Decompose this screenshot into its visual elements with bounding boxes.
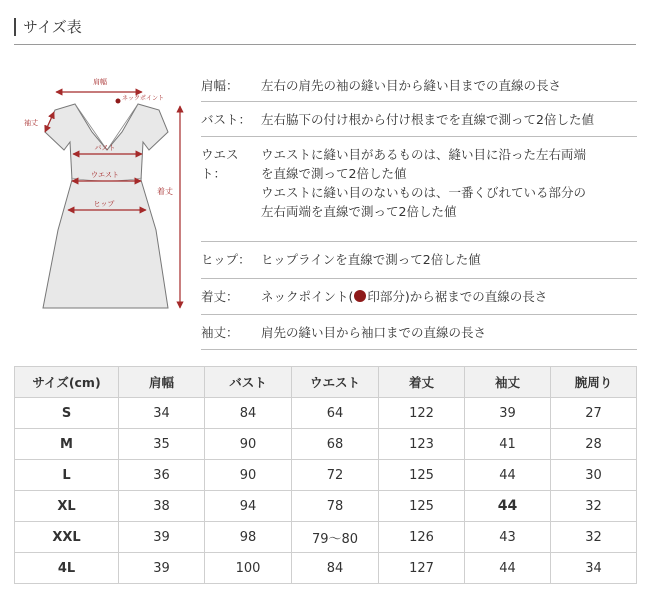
table-cell: 122 — [379, 398, 465, 429]
definition-waist — [201, 137, 637, 242]
table-cell: 78 — [292, 491, 379, 522]
definition-desc — [261, 145, 637, 221]
header-waist: ウエスト — [292, 367, 379, 398]
definition-line: 左右両端を直線で測って2倍した値 — [261, 204, 457, 219]
bust-label: バスト — [94, 144, 116, 152]
table-cell: 39 — [465, 398, 551, 429]
sleeve-label: 袖丈 — [24, 119, 38, 127]
table-cell: 127 — [379, 553, 465, 584]
table-cell: 90 — [205, 429, 292, 460]
table-cell: 38 — [119, 491, 205, 522]
neck-point-dot — [116, 99, 121, 104]
table-cell: 98 — [205, 522, 292, 553]
table-cell: 125 — [379, 491, 465, 522]
definition-term: ヒップ： — [201, 252, 251, 267]
table-cell: 27 — [551, 398, 637, 429]
table-row — [15, 429, 637, 460]
definition-line: ウエストに縫い目のないものは、一番くびれている部分の — [261, 185, 587, 200]
table-cell: 39 — [119, 522, 205, 553]
table-cell: 36 — [119, 460, 205, 491]
definition-term: 着丈： — [201, 289, 239, 304]
table-row — [15, 522, 637, 553]
table-cell: 94 — [205, 491, 292, 522]
size-table — [14, 366, 637, 584]
definition-desc — [261, 76, 637, 95]
definition-desc — [261, 250, 637, 269]
definition-length — [201, 279, 637, 315]
definition-term: バスト： — [201, 112, 252, 127]
table-cell: 64 — [292, 398, 379, 429]
definition-term: ウエスト： — [201, 147, 239, 181]
table-cell: 43 — [465, 522, 551, 553]
table-row — [15, 460, 637, 491]
definition-desc — [261, 110, 637, 129]
header-arm: 腕周り — [551, 367, 637, 398]
definition-line: 左右の肩先の袖の縫い目から縫い目までの直線の長さ — [261, 78, 562, 93]
table-cell: 41 — [465, 429, 551, 460]
definition-line: 左右脇下の付け根から付け根までを直線で測って2倍した値 — [261, 112, 594, 127]
table-cell: 84 — [205, 398, 292, 429]
table-cell: 68 — [292, 429, 379, 460]
definition-text-post: 印部分)から裾までの直線の長さ — [367, 289, 548, 304]
header-sleeve: 袖丈 — [465, 367, 551, 398]
definition-sleeve — [201, 315, 637, 350]
definition-term: 肩幅： — [201, 78, 239, 93]
definition-line: ヒップラインを直線で測って2倍した値 — [261, 252, 481, 267]
size-label-cell: 4L — [15, 553, 119, 584]
size-label-cell: S — [15, 398, 119, 429]
definition-hip — [201, 242, 637, 279]
definition-desc — [261, 287, 637, 306]
table-cell: 79～80 — [292, 522, 379, 553]
table-cell: 28 — [551, 429, 637, 460]
length-label: 着丈 — [157, 187, 173, 196]
size-label-cell: XXL — [15, 522, 119, 553]
table-row — [15, 553, 637, 584]
dress-measurement-figure — [18, 70, 198, 338]
definition-term: 袖丈： — [201, 325, 239, 340]
table-cell: 123 — [379, 429, 465, 460]
table-header-row — [15, 367, 637, 398]
section-title-bar — [14, 12, 636, 45]
definition-bust — [201, 102, 637, 137]
table-cell: 35 — [119, 429, 205, 460]
title-accent-bar — [14, 18, 16, 36]
table-cell: 84 — [292, 553, 379, 584]
size-label-cell: XL — [15, 491, 119, 522]
definition-line: を直線で測って2倍した値 — [261, 166, 407, 181]
definition-desc — [261, 323, 637, 342]
header-length: 着丈 — [379, 367, 465, 398]
definition-line: 肩先の縫い目から袖口までの直線の長さ — [261, 325, 487, 340]
header-shoulder: 肩幅 — [119, 367, 205, 398]
definition-shoulder — [201, 68, 637, 102]
table-cell: 30 — [551, 460, 637, 491]
definition-text-pre: ネックポイント( — [261, 289, 354, 304]
measurement-definitions — [201, 68, 637, 350]
header-bust: バスト — [205, 367, 292, 398]
waist-label: ウエスト — [91, 171, 119, 179]
table-cell: 125 — [379, 460, 465, 491]
table-cell: 90 — [205, 460, 292, 491]
table-cell: 100 — [205, 553, 292, 584]
neck-point-dot-icon — [354, 290, 366, 302]
definition-line — [261, 287, 637, 306]
shoulder-label: 肩幅 — [93, 78, 107, 86]
page-title: サイズ表 — [23, 18, 82, 36]
neck-point-label: ネックポイント — [122, 95, 165, 102]
table-cell: 32 — [551, 522, 637, 553]
table-cell: 32 — [551, 491, 637, 522]
table-cell: 44 — [465, 491, 551, 522]
table-cell: 39 — [119, 553, 205, 584]
table-row — [15, 491, 637, 522]
table-cell: 34 — [119, 398, 205, 429]
definition-line: ウエストに縫い目があるものは、縫い目に沿った左右両端 — [261, 147, 587, 162]
table-row — [15, 398, 637, 429]
size-label-cell: M — [15, 429, 119, 460]
table-cell: 72 — [292, 460, 379, 491]
table-cell: 44 — [465, 460, 551, 491]
header-size: サイズ(cm) — [15, 367, 119, 398]
table-cell: 34 — [551, 553, 637, 584]
hip-label: ヒップ — [93, 200, 115, 208]
table-cell: 44 — [465, 553, 551, 584]
table-cell: 126 — [379, 522, 465, 553]
size-label-cell: L — [15, 460, 119, 491]
